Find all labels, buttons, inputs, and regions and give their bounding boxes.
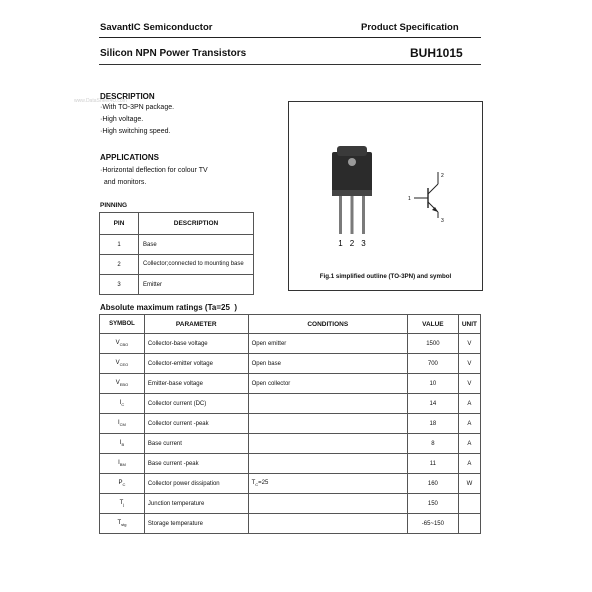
package-pin-label: 1 [338, 239, 343, 248]
doc-type: Product Specification [361, 22, 459, 33]
pin-description: Emitter [139, 275, 254, 295]
value-cell: -65~150 [407, 514, 458, 534]
symbol-pin-label: 3 [441, 218, 444, 224]
table-row [100, 255, 254, 275]
symbol-cell [100, 354, 145, 374]
part-number: BUH1015 [410, 46, 463, 60]
symbol-letter: I [119, 399, 122, 406]
value-cell: 150 [407, 494, 458, 514]
pinning-table [99, 212, 254, 295]
applications-item: ·Horizontal deflection for colour TV [100, 167, 208, 174]
parameter-cell: Collector current -peak [144, 414, 248, 434]
conditions-cell [248, 394, 407, 414]
description-item: ·High voltage. [100, 116, 144, 123]
package-pin-label: 2 [349, 239, 355, 248]
parameter-cell: Emitter-base voltage [144, 374, 248, 394]
value-cell: 11 [407, 454, 458, 474]
table-row [100, 354, 481, 374]
value-cell: 18 [407, 414, 458, 434]
header-rule [99, 37, 481, 38]
conditions-cell [248, 414, 407, 434]
parameter-cell: Collector current (DC) [144, 394, 248, 414]
symbol-cell [100, 434, 145, 454]
table-row [100, 454, 481, 474]
symbol-cell [100, 414, 145, 434]
figure-caption: Fig.1 simplified outline (TO-3PN) and symbol [319, 273, 452, 280]
table-row [100, 474, 481, 494]
symbol-subscript: B [121, 442, 125, 448]
pin-number: 3 [100, 275, 139, 295]
table-row [100, 494, 481, 514]
symbol-letter: I [118, 419, 120, 426]
symbol-cell [100, 494, 145, 514]
table-row [100, 394, 481, 414]
symbol-subscript: BM [119, 462, 126, 468]
pin-number: 1 [100, 235, 139, 255]
title-rule [99, 64, 481, 65]
unit-cell: V [458, 354, 480, 374]
symbol-subscript: CM [119, 422, 126, 428]
conditions-cell [248, 374, 407, 394]
symbol-cell [100, 334, 145, 354]
symbol-cell [100, 474, 145, 494]
conditions-cell [248, 474, 407, 494]
ratings-table [99, 314, 481, 534]
symbol-subscript: EBO [119, 382, 129, 388]
parameter-cell: Base current -peak [144, 454, 248, 474]
col-header: PARAMETER [144, 315, 248, 334]
col-header: DESCRIPTION [139, 213, 254, 235]
condition-text: Open collector [251, 380, 291, 387]
symbol-cell [100, 374, 145, 394]
applications-heading: APPLICATIONS [100, 153, 159, 162]
symbol-pin-label: 2 [441, 173, 444, 179]
symbol-subscript: C [122, 482, 126, 488]
symbol-letter: P [118, 479, 123, 486]
unit-cell: V [458, 374, 480, 394]
conditions-cell [248, 354, 407, 374]
col-header: VALUE [407, 315, 458, 334]
symbol-letter: V [115, 379, 120, 386]
table-row [100, 275, 254, 295]
value-cell: 1500 [407, 334, 458, 354]
condition-text: T [251, 479, 256, 486]
symbol-letter: T [117, 519, 122, 526]
conditions-cell [248, 434, 407, 454]
table-row [100, 334, 481, 354]
symbol-subscript: C [121, 402, 125, 408]
pin-description: Collector;connected to mounting base [139, 255, 254, 275]
parameter-cell: Storage temperature [144, 514, 248, 534]
col-header: PIN [100, 213, 139, 235]
unit-cell [458, 494, 480, 514]
value-cell: 14 [407, 394, 458, 414]
conditions-cell [248, 494, 407, 514]
condition-subscript: C [255, 482, 259, 488]
unit-cell [458, 514, 480, 534]
unit-cell: A [458, 394, 480, 414]
condition-text: Open base [251, 360, 281, 367]
table-row [100, 434, 481, 454]
symbol-subscript: CEO [119, 362, 129, 368]
conditions-cell [248, 334, 407, 354]
parameter-cell: Junction temperature [144, 494, 248, 514]
conditions-cell [248, 454, 407, 474]
parameter-cell: Base current [144, 434, 248, 454]
pin-number: 2 [100, 255, 139, 275]
parameter-cell: Collector-base voltage [144, 334, 248, 354]
company-name: SavantIC Semiconductor [100, 22, 213, 33]
unit-cell: W [458, 474, 480, 494]
pin-description: Base [139, 235, 254, 255]
unit-cell: A [458, 454, 480, 474]
col-header: SYMBOL [100, 315, 145, 334]
value-cell: 160 [407, 474, 458, 494]
symbol-letter: I [119, 439, 122, 446]
symbol-cell [100, 394, 145, 414]
symbol-letter: I [118, 459, 120, 466]
ratings-title: Absolute maximum ratings (Ta=25 ) [100, 303, 237, 312]
conditions-cell [248, 514, 407, 534]
to3pn-package-icon [329, 142, 379, 252]
col-header: CONDITIONS [248, 315, 407, 334]
npn-symbol-icon [404, 168, 454, 224]
symbol-subscript: j [123, 502, 125, 508]
value-cell: 8 [407, 434, 458, 454]
pinning-heading: PINNING [100, 202, 128, 209]
table-row [100, 374, 481, 394]
table-row [100, 414, 481, 434]
description-item: ·High switching speed. [100, 128, 171, 135]
parameter-cell: Collector-emitter voltage [144, 354, 248, 374]
symbol-cell [100, 514, 145, 534]
symbol-pin-label: 1 [408, 196, 411, 202]
condition-value: =25 [258, 479, 269, 486]
condition-text: Open emitter [251, 340, 287, 347]
applications-item: and monitors. [100, 179, 147, 186]
symbol-cell [100, 454, 145, 474]
watermark: www.DataSheet4U.com [74, 98, 127, 104]
package-pin-label: 3 [361, 239, 366, 248]
product-line: Silicon NPN Power Transistors [100, 48, 247, 59]
symbol-letter: T [119, 499, 124, 506]
table-row [100, 235, 254, 255]
unit-cell: A [458, 414, 480, 434]
package-figure [288, 101, 483, 291]
unit-cell: A [458, 434, 480, 454]
symbol-letter: V [115, 339, 120, 346]
symbol-subscript: CBO [119, 342, 129, 348]
description-heading: DESCRIPTION [100, 92, 155, 101]
symbol-subscript: stg [121, 522, 127, 528]
value-cell: 700 [407, 354, 458, 374]
parameter-cell: Collector power dissipation [144, 474, 248, 494]
col-header: UNIT [458, 315, 480, 334]
value-cell: 10 [407, 374, 458, 394]
table-row [100, 514, 481, 534]
description-item: ·With TO-3PN package. [100, 104, 175, 111]
symbol-letter: V [115, 359, 120, 366]
unit-cell: V [458, 334, 480, 354]
